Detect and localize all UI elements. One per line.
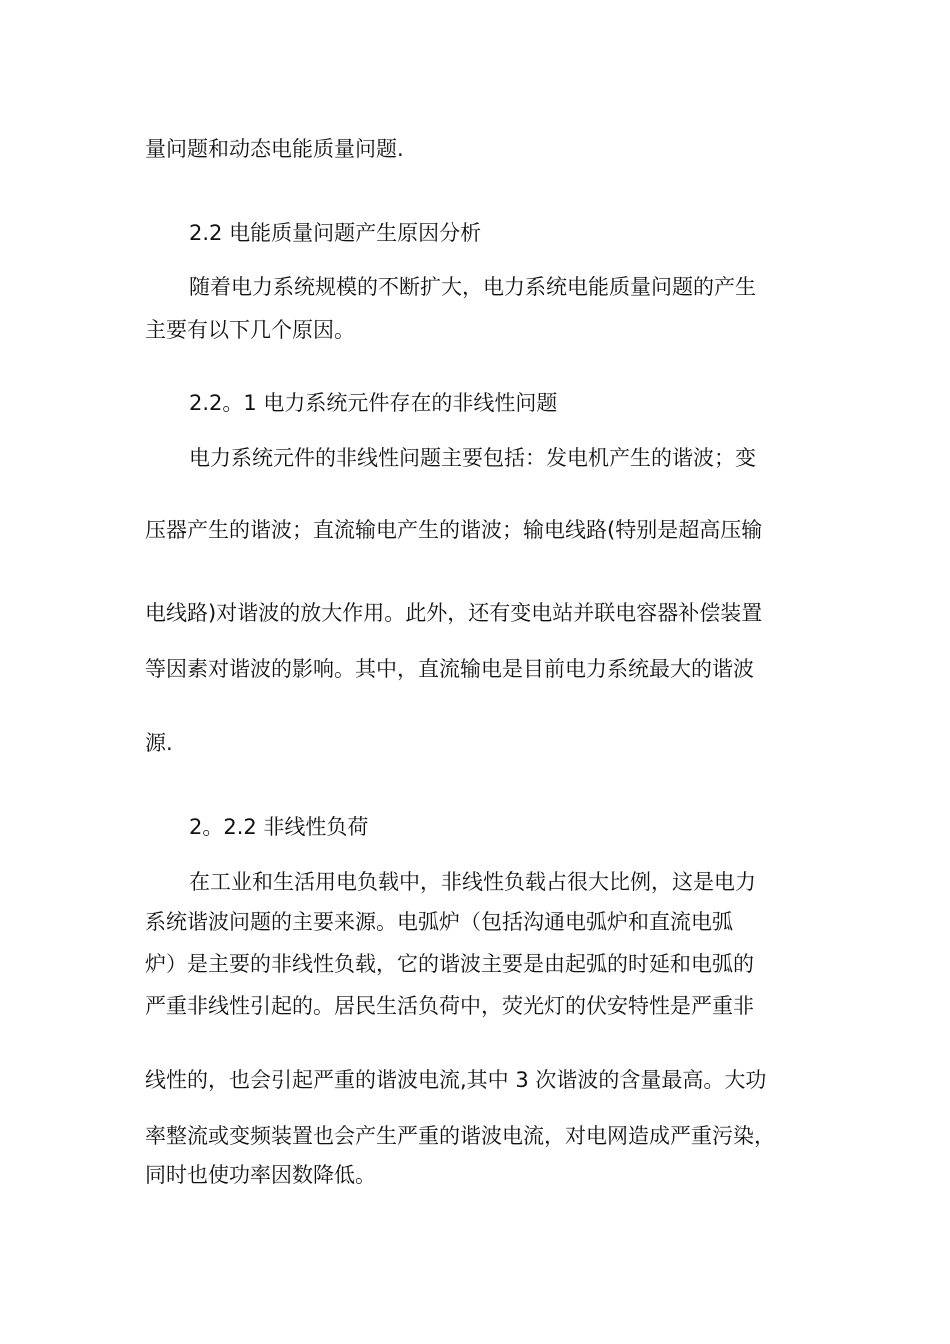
paragraph-line: 炉）是主要的非线性负载，它的谐波主要是由起弧的时延和电弧的	[145, 952, 754, 976]
paragraph-line: 率整流或变频装置也会产生严重的谐波电流，对电网造成严重污染，	[145, 1124, 775, 1148]
paragraph-line: 主要有以下几个原因。	[145, 318, 355, 342]
paragraph-line: 系统谐波问题的主要来源。电弧炉（包括沟通电弧炉和直流电弧	[145, 910, 733, 934]
paragraph-line: 线性的，也会引起严重的谐波电流,其中 3 次谐波的含量最高。大功	[145, 1068, 767, 1092]
section-heading-2-2: 2.2 电能质量问题产生原因分析	[189, 221, 482, 245]
section-heading-2-2-1: 2.2。1 电力系统元件存在的非线性问题	[189, 391, 558, 415]
paragraph-line: 电力系统元件的非线性问题主要包括：发电机产生的谐波；变	[189, 446, 756, 470]
paragraph-line: 同时也使功率因数降低。	[145, 1163, 376, 1187]
paragraph-line: 源.	[145, 731, 173, 755]
paragraph-line: 等因素对谐波的影响。其中，直流输电是目前电力系统最大的谐波	[145, 657, 754, 681]
paragraph-line: 严重非线性引起的。居民生活负荷中，荧光灯的伏安特性是严重非	[145, 994, 754, 1018]
paragraph-line: 压器产生的谐波；直流输电产生的谐波；输电线路(特别是超高压输	[145, 518, 763, 542]
paragraph-line: 量问题和动态电能质量问题.	[145, 137, 404, 161]
paragraph-line: 电线路)对谐波的放大作用。此外，还有变电站并联电容器补偿装置	[145, 601, 763, 625]
paragraph-line: 随着电力系统规模的不断扩大，电力系统电能质量问题的产生	[189, 275, 756, 299]
section-heading-2-2-2: 2。2.2 非线性负荷	[189, 815, 369, 839]
paragraph-line: 在工业和生活用电负载中，非线性负载占很大比例，这是电力	[189, 870, 756, 894]
